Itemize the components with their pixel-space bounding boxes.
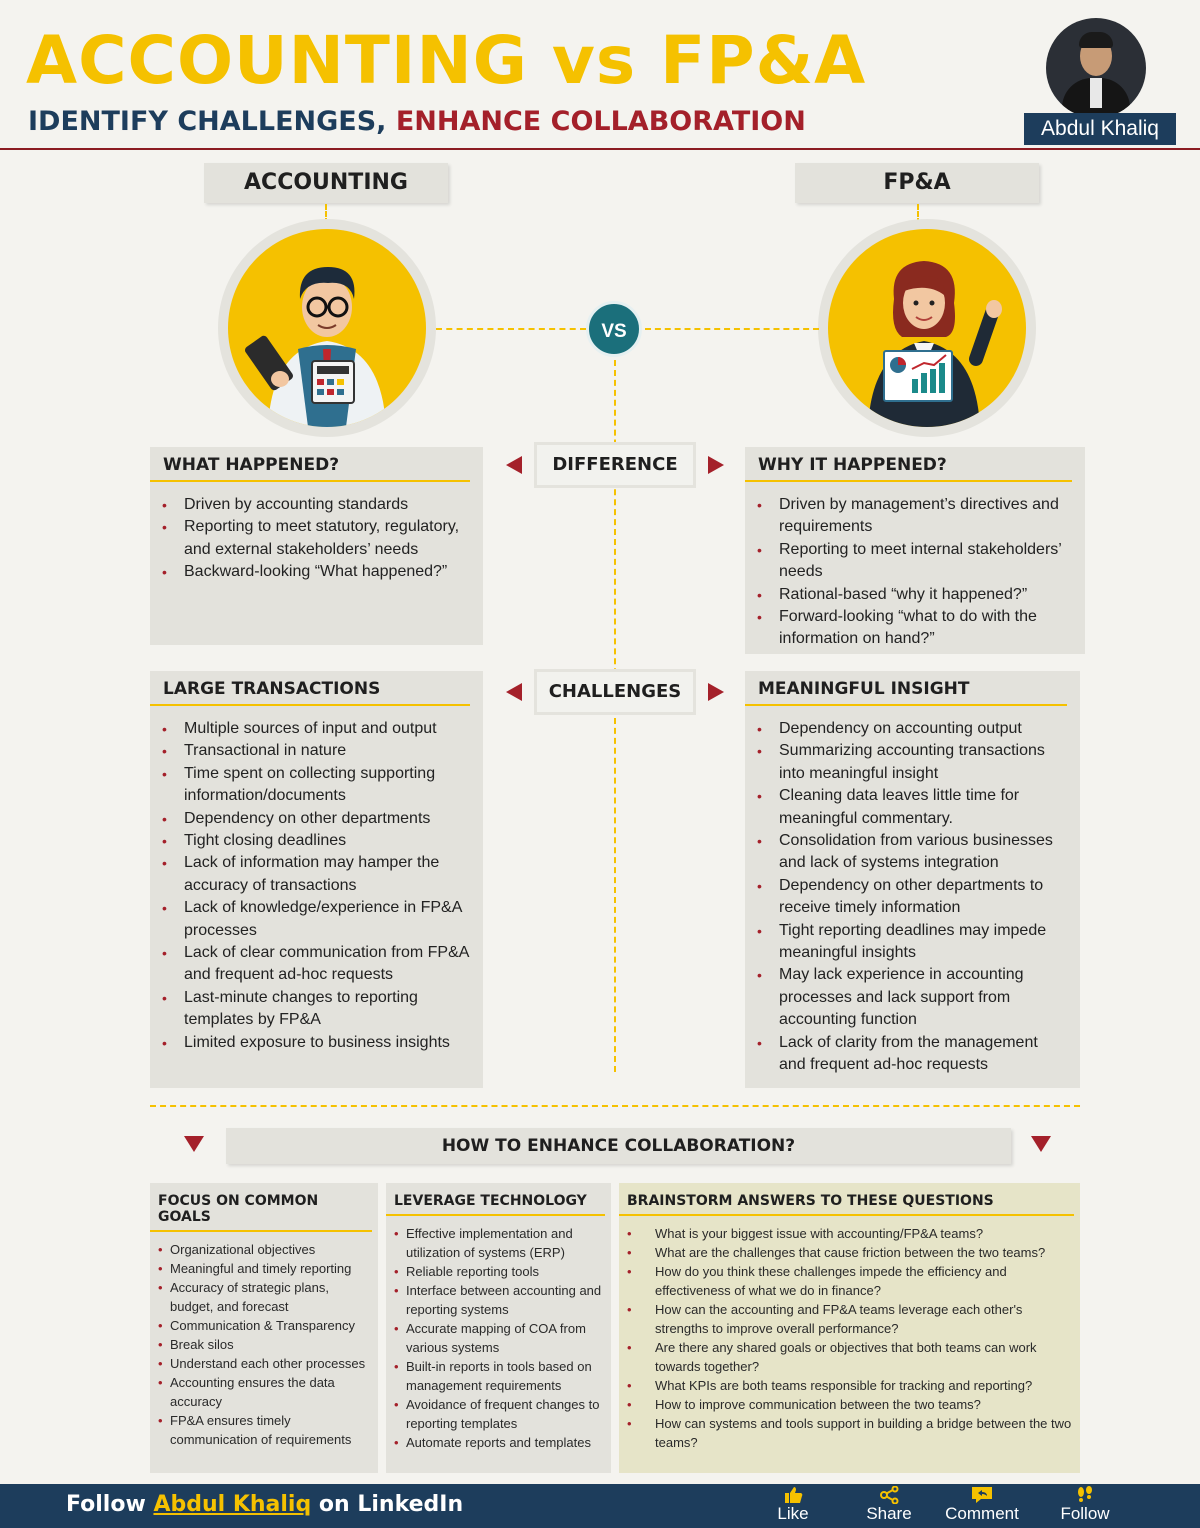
connector-line (645, 328, 819, 330)
fpa-header: FP&A (795, 163, 1039, 203)
list-item: • Effective implementation and utilization of systems (ERP) (394, 1224, 605, 1262)
list-item: • Tight closing deadlines (162, 830, 471, 852)
list-item: • Dependency on other departments (162, 808, 471, 830)
what-happened-panel (150, 447, 483, 645)
list-item: • Meaningful and timely reporting (158, 1259, 372, 1278)
collaboration-heading: HOW TO ENHANCE COLLABORATION? (226, 1128, 1011, 1164)
accountant-icon (228, 229, 426, 427)
difference-label: DIFFERENCE (537, 445, 693, 485)
comment-icon (969, 1486, 995, 1504)
list-item: • Automate reports and templates (394, 1433, 605, 1452)
footer-bar (0, 1484, 1200, 1528)
list-item: • Driven by management’s directives and requirements (757, 494, 1073, 539)
list-item: • FP&A ensures timely communication of requirements (158, 1411, 372, 1449)
list-item: • Dependency on accounting output (757, 718, 1068, 740)
list-item: • Avoidance of frequent changes to reporting templates (394, 1395, 605, 1433)
list-item: • Are there any shared goals or objectives that both teams can work towards together? (627, 1338, 1074, 1376)
list-item: • Lack of clear communication from FP&A and frequent ad-hoc requests (162, 942, 471, 987)
list-item: • Rational-based “why it happened?” (757, 584, 1073, 606)
list-item: • Transactional in nature (162, 740, 471, 762)
comment-button[interactable]: Comment (933, 1486, 1031, 1524)
list-item: • Interface between accounting and reporting systems (394, 1281, 605, 1319)
subtitle-part-2: ENHANCE COLLABORATION (395, 106, 806, 137)
panel-heading: LEVERAGE TECHNOLOGY (386, 1183, 605, 1216)
list-item: • What is your biggest issue with accounting/FP&A teams? (627, 1224, 1074, 1243)
title-divider (0, 148, 1200, 150)
panel-heading: WHY IT HAPPENED? (745, 447, 1072, 482)
list-item: • Cleaning data leaves little time for meaningful commentary. (757, 785, 1068, 830)
list-item: • Dependency on other departments to receive timely information (757, 875, 1068, 920)
list-item: • How to improve communication between the two teams? (627, 1395, 1074, 1414)
analyst-illustration (818, 219, 1036, 437)
list-item: • Backward-looking “What happened?” (162, 561, 471, 583)
share-button[interactable]: Share (858, 1486, 920, 1524)
list-item: • What are the challenges that cause friction between the two teams? (627, 1243, 1074, 1262)
accounting-header: ACCOUNTING (204, 163, 448, 203)
list-item: • Tight reporting deadlines may impede meaningful insights (757, 920, 1068, 965)
list-item: • Accurate mapping of COA from various systems (394, 1319, 605, 1357)
author-name-tag[interactable]: Abdul Khaliq (1024, 113, 1176, 145)
vs-badge: VS (586, 301, 642, 357)
thumbs-up-icon (780, 1486, 806, 1504)
arrow-right-icon (708, 683, 724, 701)
panel-heading: WHAT HAPPENED? (150, 447, 470, 482)
list-item: • Lack of information may hamper the accuracy of transactions (162, 852, 471, 897)
arrow-down-icon (1031, 1136, 1051, 1152)
list-item: • Accounting ensures the data accuracy (158, 1373, 372, 1411)
section-divider (150, 1105, 1080, 1107)
list-item: • Last-minute changes to reporting templates by FP&A (162, 987, 471, 1032)
follow-cta: Follow Abdul Khaliq on LinkedIn (66, 1492, 464, 1517)
list-item: • Communication & Transparency (158, 1316, 372, 1335)
arrow-left-icon (506, 456, 522, 474)
list-item: • Driven by accounting standards (162, 494, 471, 516)
arrow-right-icon (708, 456, 724, 474)
list-item: • Consolidation from various businesses and lack of systems integration (757, 830, 1068, 875)
list-item: • What KPIs are both teams responsible for tracking and reporting? (627, 1376, 1074, 1395)
large-transactions-panel (150, 671, 483, 1088)
list-item: • Lack of knowledge/experience in FP&A processes (162, 897, 471, 942)
arrow-left-icon (506, 683, 522, 701)
like-button[interactable]: Like (771, 1486, 815, 1524)
list-item: • How can systems and tools support in building a bridge between the two teams? (627, 1414, 1074, 1452)
profile-link[interactable]: Abdul Khaliq (153, 1492, 312, 1517)
list-item: • Organizational objectives (158, 1240, 372, 1259)
connector-line (436, 328, 586, 330)
footsteps-icon (1072, 1486, 1098, 1504)
author-avatar[interactable] (1046, 18, 1146, 118)
list-item: • Forward-looking “what to do with the information on hand?” (757, 606, 1073, 651)
brainstorm-panel (619, 1183, 1080, 1473)
technology-panel (386, 1183, 611, 1473)
list-item: • Reporting to meet statutory, regulatory, and external stakeholders’ needs (162, 516, 471, 561)
list-item: • Lack of clarity from the management and frequent ad-hoc requests (757, 1032, 1068, 1077)
arrow-down-icon (184, 1136, 204, 1152)
list-item: • Limited exposure to business insights (162, 1032, 471, 1054)
list-item: • Accuracy of strategic plans, budget, and forecast (158, 1278, 372, 1316)
subtitle-part-1: IDENTIFY CHALLENGES, (28, 106, 387, 137)
why-happened-panel (745, 447, 1085, 654)
list-item: • Understand each other processes (158, 1354, 372, 1373)
share-icon (876, 1486, 902, 1504)
panel-heading: BRAINSTORM ANSWERS TO THESE QUESTIONS (619, 1183, 1074, 1216)
list-item: • Time spent on collecting supporting information/documents (162, 763, 471, 808)
challenges-label: CHALLENGES (537, 672, 693, 712)
meaningful-insight-panel (745, 671, 1080, 1088)
panel-heading: FOCUS ON COMMON GOALS (150, 1183, 372, 1232)
list-item: • Break silos (158, 1335, 372, 1354)
accountant-illustration (218, 219, 436, 437)
panel-heading: LARGE TRANSACTIONS (150, 671, 470, 706)
list-item: • How can the accounting and FP&A teams leverage each other's strengths to improve overall performance? (627, 1300, 1074, 1338)
list-item: • Reliable reporting tools (394, 1262, 605, 1281)
list-item: • May lack experience in accounting processes and lack support from accounting function (757, 964, 1068, 1031)
list-item: • Reporting to meet internal stakeholders’ needs (757, 539, 1073, 584)
list-item: • How do you think these challenges impede the efficiency and effectiveness of what we do in finance? (627, 1262, 1074, 1300)
list-item: • Multiple sources of input and output (162, 718, 471, 740)
analyst-icon (828, 229, 1026, 427)
follow-button[interactable]: Follow (1052, 1486, 1118, 1524)
page-title: ACCOUNTING vs FP&A (26, 22, 867, 99)
list-item: • Summarizing accounting transactions into meaningful insight (757, 740, 1068, 785)
list-item: • Built-in reports in tools based on management requirements (394, 1357, 605, 1395)
panel-heading: MEANINGFUL INSIGHT (745, 671, 1067, 706)
page-subtitle (28, 106, 806, 137)
common-goals-panel (150, 1183, 378, 1473)
